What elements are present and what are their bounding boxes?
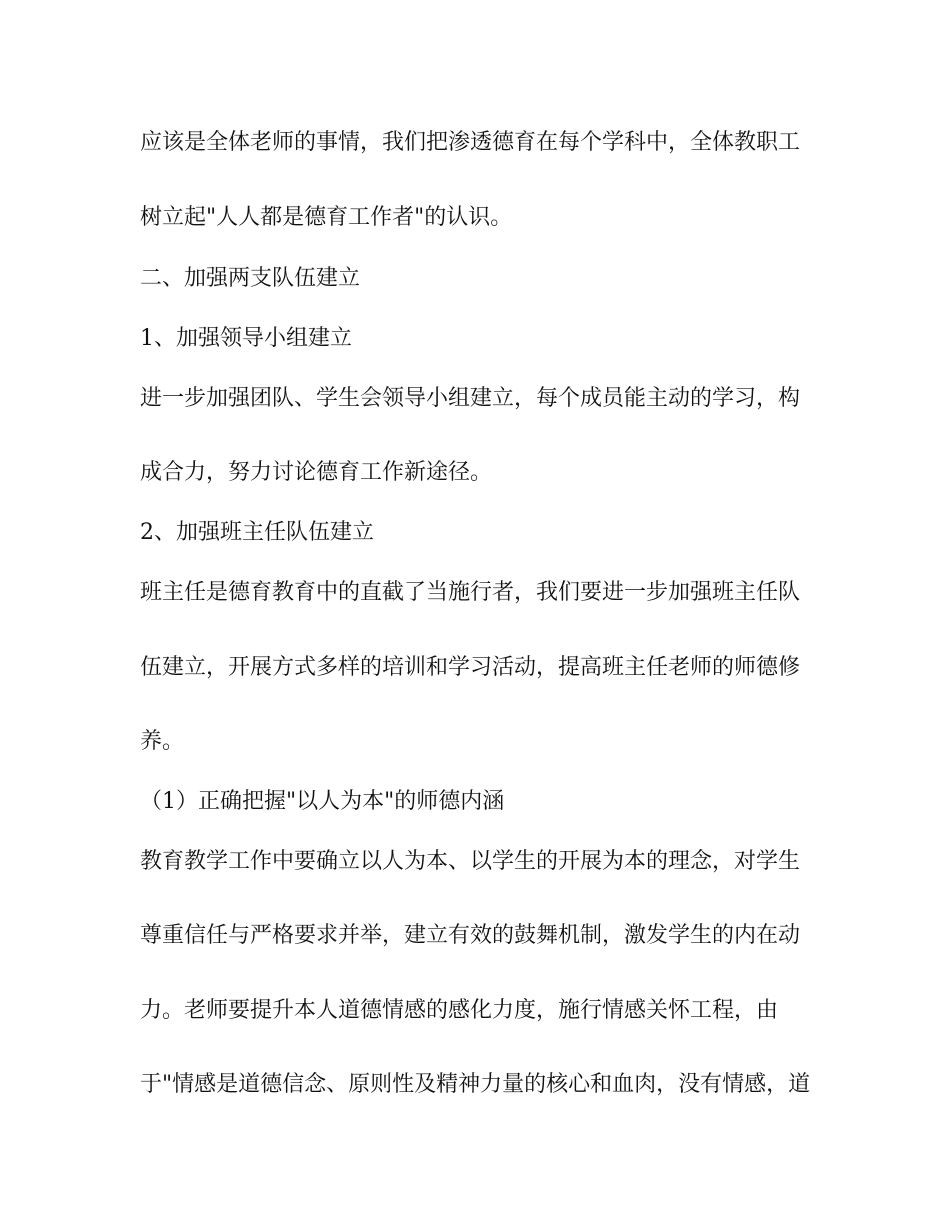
body-text-line: 班主任是德育教育中的直截了当施行者，我们要进一步加强班主任队 xyxy=(140,580,801,605)
body-text-line: 应该是全体老师的事情，我们把渗透德育在每个学科中，全体教职工 xyxy=(140,130,801,155)
section-heading: 二、加强两支队伍建立 xyxy=(140,266,361,291)
body-text-line: 进一步加强团队、学生会领导小组建立，每个成员能主动的学习，构 xyxy=(140,386,801,411)
body-text-line: 养。 xyxy=(140,729,185,754)
subsection-heading: （1）正确把握"以人为本"的师德内涵 xyxy=(140,789,505,814)
body-text-line: 尊重信任与严格要求并举，建立有效的鼓舞机制，激发学生的内在动 xyxy=(140,923,801,948)
body-text-line: 成合力，努力讨论德育工作新途径。 xyxy=(140,460,493,485)
body-text-line: 力。老师要提升本人道德情感的感化力度，施行情感关怀工程，由 xyxy=(140,998,779,1023)
subsection-heading: 1、加强领导小组建立 xyxy=(140,326,352,351)
body-text-line: 教育教学工作中要确立以人为本、以学生的开展为本的理念，对学生 xyxy=(140,849,801,874)
body-text-line: 伍建立，开展方式多样的培训和学习活动，提高班主任老师的师德修 xyxy=(140,655,801,680)
body-text-line: 于"情感是道德信念、原则性及精神力量的核心和血肉，没有情感，道 xyxy=(140,1072,811,1097)
subsection-heading: 2、加强班主任队伍建立 xyxy=(140,520,374,545)
body-text-line: 树立起"人人都是德育工作者"的认识。 xyxy=(140,205,513,230)
